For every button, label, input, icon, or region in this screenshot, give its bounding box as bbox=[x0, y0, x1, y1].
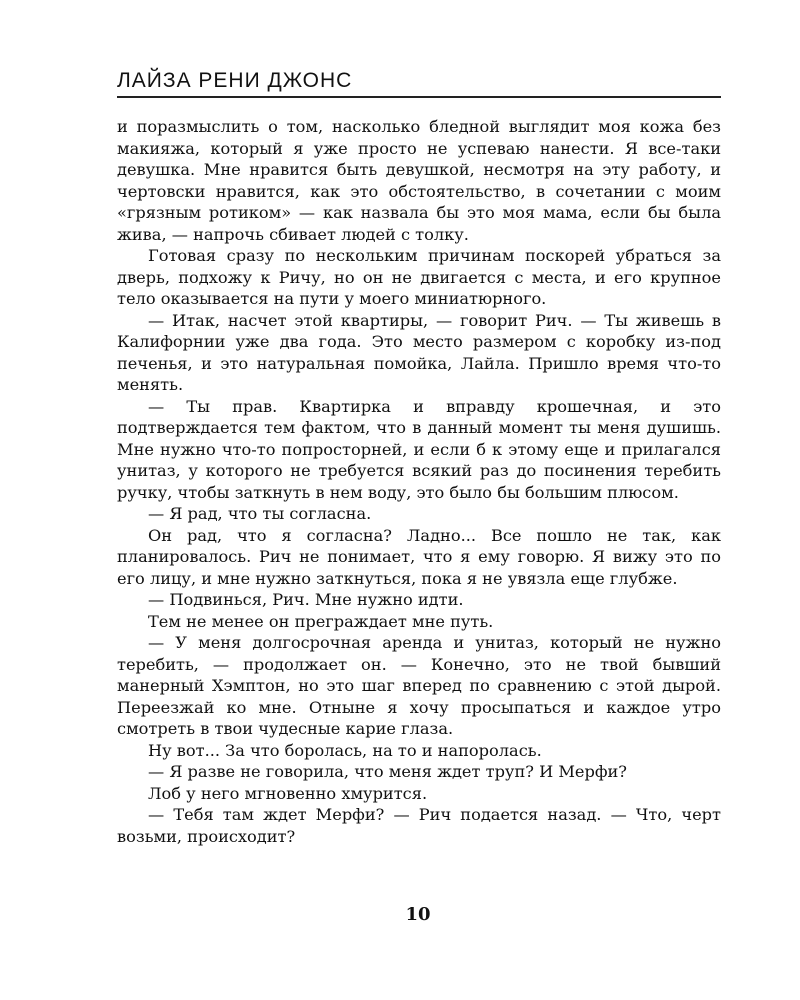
paragraph-dialogue: — Подвинься, Рич. Мне нужно идти. bbox=[148, 590, 464, 609]
paragraph: Готовая сразу по нескольким причинам поскорей убраться за дверь, подхожу к Ричу, но он не двигается с места, и его крупное тело оказывается на пути у моего миниатюрного. bbox=[117, 246, 721, 308]
paragraph: Он рад, что я согласна? Ладно... Все пошло не так, как планировалось. Рич не понимает, что я ему говорю. Я вижу это по его лицу, и мне нужно заткнуться, пока я не увязла еще глубже. bbox=[117, 525, 721, 588]
paragraph-dialogue: — Тебя там ждет Мерфи? — Рич подается назад. — Что, черт возьми, происходит? bbox=[117, 805, 721, 846]
paragraph-dialogue: — У меня долгосрочная аренда и унитаз, который не нужно теребить, — продолжает он. — Конечно, это не твой бывший манерный Хэмптон, но это шаг вперед по сравнению с этой дырой. Переезжай ко мне. Отныне я хочу просыпаться и каждое утро смотреть в твои чудесные карие глаза. bbox=[117, 633, 721, 738]
paragraph: Лоб у него мгновенно хмурится. bbox=[148, 783, 428, 803]
body-text bbox=[117, 116, 721, 847]
page-number: 10 bbox=[405, 904, 431, 925]
paragraph-dialogue: — Итак, насчет этой квартиры, — говорит Рич. — Ты живешь в Калифорнии уже два года. Это место размером с коробку из-под печенья, и это натуральная помойка, Лайла. Пришло время что-то менять. bbox=[117, 310, 721, 394]
paragraph-dialogue: — Я рад, что ты согласна. bbox=[148, 504, 372, 523]
header-rule bbox=[117, 96, 721, 98]
paragraph-dialogue: — Я разве не говорила, что меня ждет труп? И Мерфи? bbox=[148, 762, 627, 781]
running-header-author: ЛАЙЗА РЕНИ ДЖОНС bbox=[117, 69, 353, 92]
paragraph: Тем не менее он преграждает мне путь. bbox=[148, 611, 494, 631]
paragraph: Ну вот... За что боролась, на то и напоролась. bbox=[148, 740, 542, 760]
paragraph: и поразмыслить о том, насколько бледной выглядит моя кожа без макияжа, который я уже просто не успеваю нанести. Я все-таки девушка. Мне нравится быть девушкой, несмотря на эту работу, и чертовски нравится, как это обстоятельство, в сочетании с моим «грязным ротиком» — как назвала бы это моя мама, если бы была жива, — напрочь сбивает людей с толку. bbox=[117, 117, 721, 244]
paragraph-dialogue: — Ты прав. Квартирка и вправду крошечная, и это подтверждается тем фактом, что в данный момент ты меня душишь. Мне нужно что-то попросторней, и если б к этому еще и прилагался унитаз, у которого не требуется всякий раз до посинения теребить ручку, чтобы заткнуть в нем воду, это было бы большим плюсом. bbox=[117, 396, 721, 502]
